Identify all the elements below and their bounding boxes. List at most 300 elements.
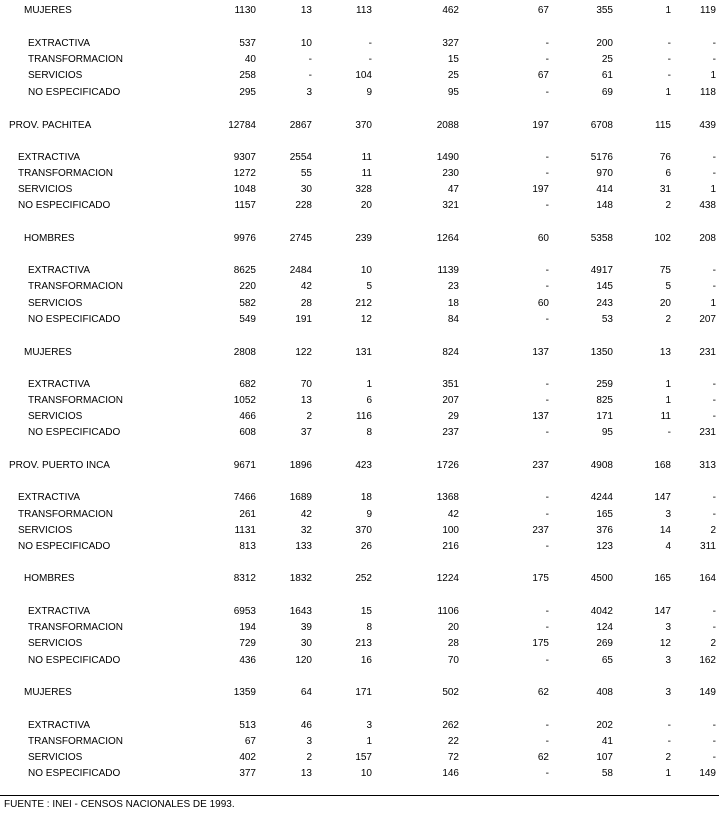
cell-value: 212 [355, 298, 372, 309]
cell-value: 11 [660, 411, 671, 422]
table-row [0, 167, 719, 181]
cell-value: 194 [239, 622, 256, 633]
table-row [0, 540, 719, 554]
cell-value: - [712, 736, 716, 747]
cell-value: 65 [601, 655, 613, 666]
cell-value: 5358 [590, 233, 613, 244]
cell-value: 113 [356, 5, 372, 16]
cell-value: 321 [442, 200, 459, 211]
row-label: TRANSFORMACION [18, 509, 113, 520]
cell-value: 95 [601, 427, 613, 438]
cell-value: 8312 [233, 573, 256, 584]
cell-value: 311 [700, 541, 716, 552]
cell-value: 2 [665, 752, 671, 763]
cell-value: 1689 [289, 492, 312, 503]
cell-value: 1 [710, 184, 716, 195]
table-row [0, 297, 719, 311]
row-label: TRANSFORMACION [28, 736, 123, 747]
cell-value: 402 [239, 752, 256, 763]
cell-value: 2554 [289, 152, 312, 163]
cell-value: 1 [710, 298, 716, 309]
cell-value: 67 [244, 736, 256, 747]
cell-value: 231 [699, 347, 716, 358]
cell-value: 76 [659, 152, 671, 163]
cell-value: 1264 [436, 233, 459, 244]
row-label: NO ESPECIFICADO [28, 768, 121, 779]
row-label: TRANSFORMACION [28, 395, 123, 406]
table-row [0, 524, 719, 538]
cell-value: 813 [239, 541, 256, 552]
cell-value: 197 [532, 120, 549, 131]
cell-value: 970 [596, 168, 613, 179]
cell-value: 168 [654, 460, 671, 471]
table-row [0, 232, 719, 246]
cell-value: - [545, 314, 549, 325]
cell-value: 1130 [234, 5, 256, 16]
table-row [0, 199, 719, 213]
cell-value: 208 [699, 233, 716, 244]
cell-value: 2 [665, 314, 671, 325]
table-row [0, 119, 719, 133]
cell-value: 3 [665, 509, 671, 520]
cell-value: 133 [295, 541, 312, 552]
cell-value: - [712, 168, 716, 179]
cell-value: 1048 [233, 184, 256, 195]
table-row [0, 69, 719, 83]
cell-value: - [667, 38, 671, 49]
cell-value: 149 [699, 768, 716, 779]
cell-value: - [545, 54, 549, 65]
cell-value: 6953 [233, 606, 256, 617]
cell-value: 1 [665, 87, 671, 98]
cell-value: 200 [596, 38, 613, 49]
cell-value: 191 [295, 314, 312, 325]
row-label: EXTRACTIVA [28, 38, 91, 49]
cell-value: - [545, 606, 549, 617]
row-label: SERVICIOS [28, 411, 83, 422]
row-label: HOMBRES [24, 233, 75, 244]
cell-value: 8625 [233, 265, 256, 276]
cell-value: - [545, 38, 549, 49]
cell-value: 146 [442, 768, 459, 779]
row-label: PROV. PACHITEA [9, 120, 92, 131]
cell-value: 13 [659, 347, 671, 358]
row-label: EXTRACTIVA [28, 606, 91, 617]
cell-value: 11 [361, 168, 372, 179]
cell-value: - [712, 411, 716, 422]
row-label: TRANSFORMACION [18, 168, 113, 179]
cell-value: - [368, 54, 372, 65]
cell-value: 295 [239, 87, 256, 98]
cell-value: 55 [300, 168, 312, 179]
cell-value: - [712, 395, 716, 406]
cell-value: 1131 [234, 525, 256, 536]
cell-value: 259 [596, 379, 613, 390]
cell-value: 1 [665, 395, 671, 406]
row-label: EXTRACTIVA [28, 265, 91, 276]
cell-value: 175 [532, 638, 549, 649]
cell-value: 42 [447, 509, 459, 520]
cell-value: 376 [596, 525, 613, 536]
cell-value: 64 [300, 687, 312, 698]
cell-value: 28 [447, 638, 459, 649]
cell-value: - [308, 70, 312, 81]
cell-value: 7466 [233, 492, 256, 503]
cell-value: - [545, 509, 549, 520]
cell-value: 69 [601, 87, 613, 98]
cell-value: 70 [447, 655, 459, 666]
cell-value: 171 [596, 411, 613, 422]
row-label: SERVICIOS [28, 752, 83, 763]
cell-value: - [712, 281, 716, 292]
cell-value: 269 [596, 638, 613, 649]
cell-value: 84 [447, 314, 459, 325]
cell-value: 95 [447, 87, 459, 98]
cell-value: 100 [442, 525, 459, 536]
cell-value: 824 [442, 347, 459, 358]
cell-value: - [545, 152, 549, 163]
row-label: MUJERES [24, 5, 72, 16]
cell-value: 118 [700, 87, 716, 98]
table-row [0, 654, 719, 668]
cell-value: 5 [366, 281, 372, 292]
cell-value: 37 [300, 427, 312, 438]
table-row [0, 378, 719, 392]
cell-value: 62 [537, 752, 549, 763]
cell-value: 147 [654, 492, 671, 503]
cell-value: 220 [239, 281, 256, 292]
cell-value: 1359 [233, 687, 256, 698]
cell-value: 124 [596, 622, 613, 633]
cell-value: 370 [355, 525, 372, 536]
cell-value: 243 [596, 298, 613, 309]
cell-value: - [545, 395, 549, 406]
table-row [0, 4, 719, 18]
cell-value: 9307 [233, 152, 256, 163]
row-label: MUJERES [24, 687, 72, 698]
cell-value: 107 [596, 752, 613, 763]
table-row [0, 394, 719, 408]
table-row [0, 508, 719, 522]
cell-value: - [545, 622, 549, 633]
cell-value: 513 [239, 720, 256, 731]
cell-value: 2 [710, 638, 716, 649]
table-row [0, 264, 719, 278]
cell-value: 438 [699, 200, 716, 211]
cell-value: 4917 [590, 265, 613, 276]
cell-value: 3 [306, 87, 312, 98]
cell-value: 61 [601, 70, 613, 81]
cell-value: 261 [239, 509, 256, 520]
cell-value: 20 [447, 622, 459, 633]
table-row [0, 735, 719, 749]
cell-value: 165 [654, 573, 671, 584]
cell-value: - [545, 768, 549, 779]
cell-value: - [545, 281, 549, 292]
cell-value: 123 [596, 541, 613, 552]
cell-value: 2 [306, 752, 312, 763]
cell-value: 239 [355, 233, 372, 244]
cell-value: 1 [665, 379, 671, 390]
row-label: NO ESPECIFICADO [28, 87, 121, 98]
cell-value: 1272 [233, 168, 256, 179]
cell-value: 137 [532, 411, 549, 422]
cell-value: 11 [361, 152, 372, 163]
cell-value: 1490 [436, 152, 459, 163]
row-label: SERVICIOS [18, 525, 73, 536]
cell-value: 15 [447, 54, 459, 65]
row-label: TRANSFORMACION [28, 622, 123, 633]
cell-value: 13 [300, 768, 312, 779]
cell-value: 2745 [289, 233, 312, 244]
cell-value: 12784 [228, 120, 256, 131]
cell-value: 29 [447, 411, 459, 422]
cell-value: 148 [596, 200, 613, 211]
cell-value: 149 [699, 687, 716, 698]
cell-value: 228 [295, 200, 312, 211]
cell-value: 22 [447, 736, 459, 747]
table-row [0, 605, 719, 619]
cell-value: 231 [699, 427, 716, 438]
cell-value: 2 [306, 411, 312, 422]
table-row [0, 346, 719, 360]
row-label: NO ESPECIFICADO [28, 314, 121, 325]
cell-value: - [712, 54, 716, 65]
cell-value: 1 [665, 768, 671, 779]
cell-value: - [667, 70, 671, 81]
cell-value: - [667, 720, 671, 731]
cell-value: 2 [665, 200, 671, 211]
cell-value: 216 [442, 541, 459, 552]
table-row [0, 86, 719, 100]
cell-value: 4 [665, 541, 671, 552]
cell-value: 137 [532, 347, 549, 358]
cell-value: 62 [537, 687, 549, 698]
cell-value: 41 [601, 736, 613, 747]
cell-value: 14 [659, 525, 671, 536]
cell-value: 18 [360, 492, 372, 503]
cell-value: 328 [355, 184, 372, 195]
cell-value: 3 [665, 687, 671, 698]
cell-value: - [667, 736, 671, 747]
cell-value: - [545, 736, 549, 747]
cell-value: 20 [659, 298, 671, 309]
cell-value: 30 [300, 638, 312, 649]
table-row [0, 151, 719, 165]
cell-value: 682 [239, 379, 256, 390]
cell-value: - [667, 54, 671, 65]
cell-value: - [545, 265, 549, 276]
cell-value: 175 [532, 573, 549, 584]
cell-value: 9 [366, 509, 372, 520]
row-label: NO ESPECIFICADO [28, 427, 121, 438]
cell-value: 60 [537, 298, 549, 309]
cell-value: 164 [699, 573, 716, 584]
cell-value: 60 [537, 233, 549, 244]
cell-value: 5176 [590, 152, 613, 163]
cell-value: 8 [366, 622, 372, 633]
cell-value: 25 [447, 70, 459, 81]
cell-value: 207 [442, 395, 459, 406]
cell-value: 1832 [289, 573, 312, 584]
cell-value: 53 [601, 314, 613, 325]
cell-value: 377 [239, 768, 256, 779]
cell-value: - [545, 492, 549, 503]
row-label: NO ESPECIFICADO [18, 200, 111, 211]
table-row [0, 686, 719, 700]
cell-value: - [667, 427, 671, 438]
cell-value: 1350 [590, 347, 613, 358]
row-label: EXTRACTIVA [28, 379, 91, 390]
table-row [0, 491, 719, 505]
cell-value: 58 [601, 768, 613, 779]
cell-value: 165 [596, 509, 613, 520]
cell-value: 1726 [436, 460, 459, 471]
row-label: EXTRACTIVA [18, 492, 81, 503]
cell-value: 46 [300, 720, 312, 731]
cell-value: 12 [659, 638, 671, 649]
cell-value: 9671 [233, 460, 256, 471]
cell-value: 10 [300, 38, 312, 49]
cell-value: 32 [300, 525, 312, 536]
cell-value: 18 [447, 298, 459, 309]
cell-value: 230 [442, 168, 459, 179]
cell-value: 202 [596, 720, 613, 731]
table-row [0, 767, 719, 781]
cell-value: 1368 [436, 492, 459, 503]
row-label: SERVICIOS [28, 298, 83, 309]
cell-value: 47 [447, 184, 459, 195]
cell-value: 4042 [590, 606, 613, 617]
cell-value: - [545, 720, 549, 731]
table-row [0, 572, 719, 586]
cell-value: 2088 [436, 120, 459, 131]
cell-value: 16 [360, 655, 372, 666]
cell-value: - [712, 509, 716, 520]
cell-value: 42 [300, 509, 312, 520]
cell-value: 2808 [233, 347, 256, 358]
source-note: FUENTE : INEI - CENSOS NACIONALES DE 1993. [4, 799, 235, 810]
cell-value: 1224 [436, 573, 459, 584]
cell-value: - [712, 622, 716, 633]
cell-value: 213 [355, 638, 372, 649]
cell-value: 439 [699, 120, 716, 131]
row-label: NO ESPECIFICADO [28, 655, 121, 666]
cell-value: 408 [596, 687, 613, 698]
row-label: NO ESPECIFICADO [18, 541, 111, 552]
cell-value: 122 [295, 347, 312, 358]
table-row [0, 719, 719, 733]
cell-value: 147 [654, 606, 671, 617]
cell-value: 6 [366, 395, 372, 406]
cell-value: - [308, 54, 312, 65]
table-row [0, 183, 719, 197]
cell-value: - [712, 152, 716, 163]
cell-value: 327 [442, 38, 459, 49]
table-row [0, 621, 719, 635]
cell-value: 3 [366, 720, 372, 731]
cell-value: 25 [601, 54, 613, 65]
cell-value: 145 [596, 281, 613, 292]
cell-value: 20 [360, 200, 372, 211]
cell-value: - [712, 492, 716, 503]
cell-value: 9976 [233, 233, 256, 244]
cell-value: 13 [300, 395, 312, 406]
cell-value: 1896 [289, 460, 312, 471]
cell-value: - [712, 379, 716, 390]
cell-value: 26 [360, 541, 372, 552]
row-label: HOMBRES [24, 573, 75, 584]
row-label: TRANSFORMACION [28, 281, 123, 292]
cell-value: - [712, 720, 716, 731]
cell-value: 370 [355, 120, 372, 131]
cell-value: - [712, 265, 716, 276]
cell-value: - [545, 379, 549, 390]
cell-value: 1106 [437, 606, 459, 617]
table-row [0, 280, 719, 294]
cell-value: 549 [239, 314, 256, 325]
cell-value: 42 [300, 281, 312, 292]
cell-value: 120 [295, 655, 312, 666]
cell-value: 1 [366, 379, 372, 390]
cell-value: 6 [665, 168, 671, 179]
cell-value: - [368, 38, 372, 49]
cell-value: 252 [355, 573, 372, 584]
cell-value: 31 [659, 184, 671, 195]
cell-value: - [545, 168, 549, 179]
cell-value: 502 [442, 687, 459, 698]
row-label: EXTRACTIVA [28, 720, 91, 731]
cell-value: - [545, 541, 549, 552]
cell-value: 119 [700, 5, 716, 16]
cell-value: 6708 [590, 120, 613, 131]
cell-value: 237 [532, 460, 549, 471]
cell-value: 28 [300, 298, 312, 309]
cell-value: - [712, 606, 716, 617]
cell-value: 116 [356, 411, 372, 422]
cell-value: 1 [710, 70, 716, 81]
cell-value: 104 [355, 70, 372, 81]
cell-value: 102 [654, 233, 671, 244]
cell-value: 1157 [234, 200, 256, 211]
row-label: SERVICIOS [18, 184, 73, 195]
cell-value: 4908 [590, 460, 613, 471]
cell-value: 15 [360, 606, 372, 617]
cell-value: 10 [360, 265, 372, 276]
cell-value: 39 [300, 622, 312, 633]
cell-value: - [545, 655, 549, 666]
cell-value: 171 [355, 687, 372, 698]
row-label: TRANSFORMACION [28, 54, 123, 65]
cell-value: 1 [366, 736, 372, 747]
cell-value: 75 [659, 265, 671, 276]
cell-value: 729 [239, 638, 256, 649]
cell-value: 67 [537, 5, 549, 16]
table-row [0, 637, 719, 651]
cell-value: 1 [665, 5, 671, 16]
cell-value: 12 [360, 314, 372, 325]
footer-rule [0, 795, 719, 796]
row-label: MUJERES [24, 347, 72, 358]
cell-value: 70 [300, 379, 312, 390]
cell-value: - [545, 87, 549, 98]
cell-value: 4244 [590, 492, 613, 503]
cell-value: 582 [239, 298, 256, 309]
row-label: PROV. PUERTO INCA [9, 460, 110, 471]
cell-value: 4500 [590, 573, 613, 584]
cell-value: - [712, 752, 716, 763]
cell-value: 30 [300, 184, 312, 195]
